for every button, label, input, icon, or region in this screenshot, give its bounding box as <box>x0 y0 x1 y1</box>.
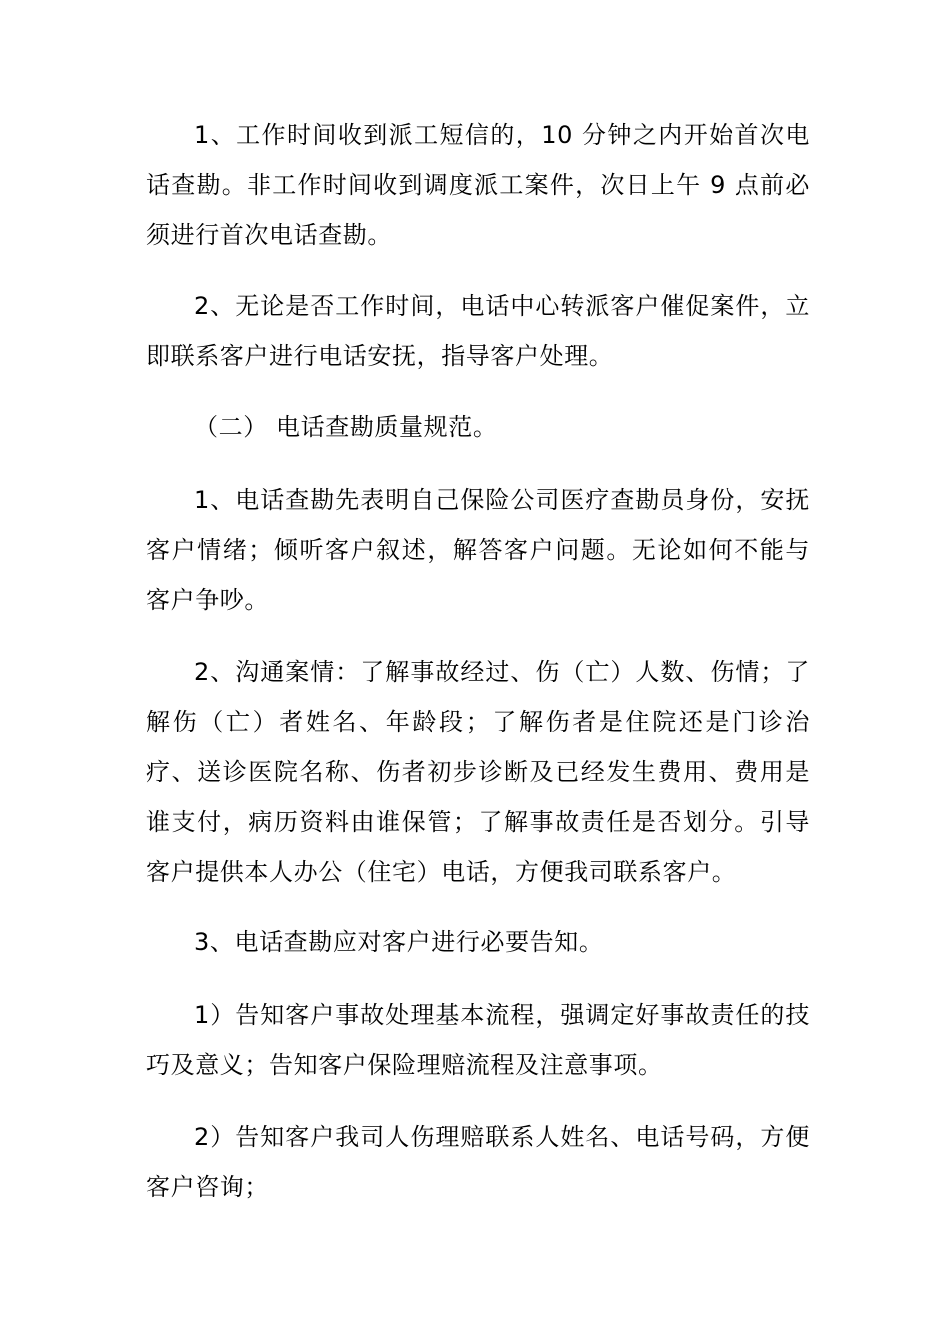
list-item-contact: 2）告知客户我司人伤理赔联系人姓名、电话号码，方便客户咨询； <box>146 1123 810 1201</box>
paragraph-notification: 3、电话查勘应对客户进行必要告知。 <box>194 928 604 956</box>
paragraph-customer-urging: 2、无论是否工作时间，电话中心转派客户催促案件，立即联系客户进行电话安抚，指导客户处理。 <box>146 292 810 370</box>
paragraph-identity-soothe: 1、电话查勘先表明自己保险公司医疗查勘员身份，安抚客户情绪；倾听客户叙述，解答客户问题。无论如何不能与客户争吵。 <box>146 486 810 614</box>
paragraph-case-communication: 2、沟通案情：了解事故经过、伤（亡）人数、伤情；了解伤（亡）者姓名、年龄段；了解伤者是住院还是门诊治疗、送诊医院名称、伤者初步诊断及已经发生费用、费用是谁支付，病历资料由谁保管；了解事故责任是否划分。引导客户提供本人办公（住宅）电话，方便我司联系客户。 <box>146 658 810 886</box>
list-item-process: 1）告知客户事故处理基本流程，强调定好事故责任的技巧及意义；告知客户保险理赔流程及注意事项。 <box>146 1001 810 1079</box>
section-heading-quality: （二） 电话查勘质量规范。 <box>194 413 498 441</box>
paragraph-dispatch-timing: 1、工作时间收到派工短信的，10 分钟之内开始首次电话查勘。非工作时间收到调度派工案件，次日上午 9 点前必须进行首次电话查勘。 <box>146 121 810 249</box>
